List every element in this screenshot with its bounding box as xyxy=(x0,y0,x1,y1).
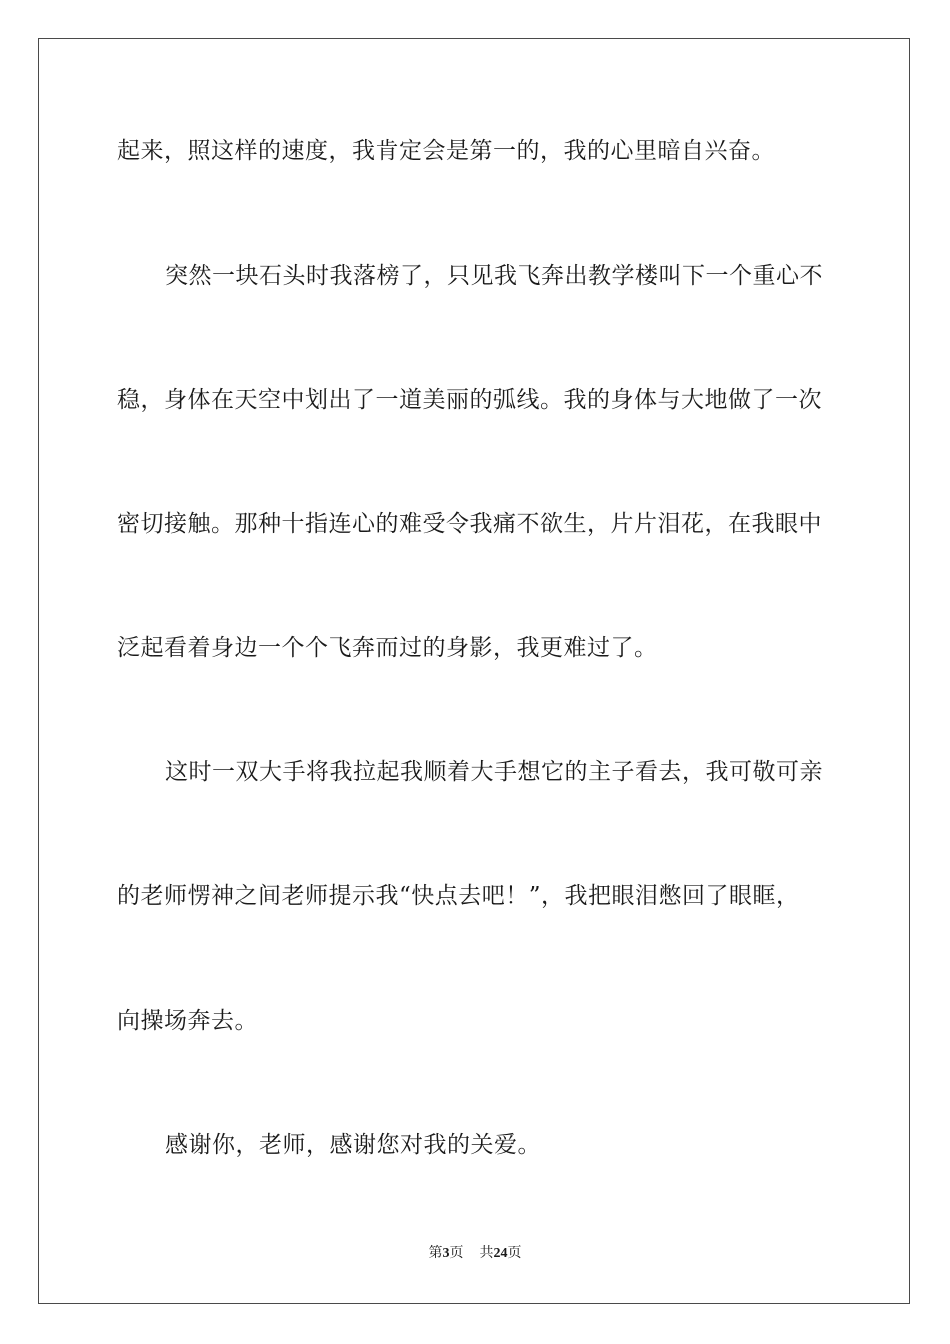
total-pages: 24 xyxy=(493,1246,508,1261)
text-line-4: 密切接触。那种十指连心的难受令我痛不欲生，片片泪花，在我眼中 xyxy=(117,511,822,537)
text-line-5: 泛起看着身边一个个飞奔而过的身影，我更难过了。 xyxy=(117,635,658,661)
text-line-1: 起来，照这样的速度，我肯定会是第一的，我的心里暗自兴奋。 xyxy=(117,138,775,164)
paragraph-start-line-2: 突然一块石头时我落榜了，只见我飞奔出教学楼叫下一个重心不 xyxy=(165,263,823,289)
text-line-7: 的老师愣神之间老师提示我“快点去吧！”，我把眼泪憋回了眼眶， xyxy=(117,883,800,909)
page-border xyxy=(38,38,910,1304)
page-suffix: 页 xyxy=(449,1246,464,1261)
total-suffix: 页 xyxy=(507,1246,522,1261)
text-line-8: 向操场奔去。 xyxy=(117,1008,258,1034)
page-footer xyxy=(0,1244,950,1264)
text-line-3: 稳，身体在天空中划出了一道美丽的弧线。我的身体与大地做了一次 xyxy=(117,387,822,413)
total-prefix: 共 xyxy=(479,1246,494,1261)
paragraph-start-line-9: 感谢你，老师，感谢您对我的关爱。 xyxy=(165,1132,541,1158)
page-number: 3 xyxy=(442,1246,450,1261)
paragraph-start-line-6: 这时一双大手将我拉起我顺着大手想它的主子看去，我可敬可亲 xyxy=(165,759,823,785)
page-prefix: 第 xyxy=(428,1246,443,1261)
